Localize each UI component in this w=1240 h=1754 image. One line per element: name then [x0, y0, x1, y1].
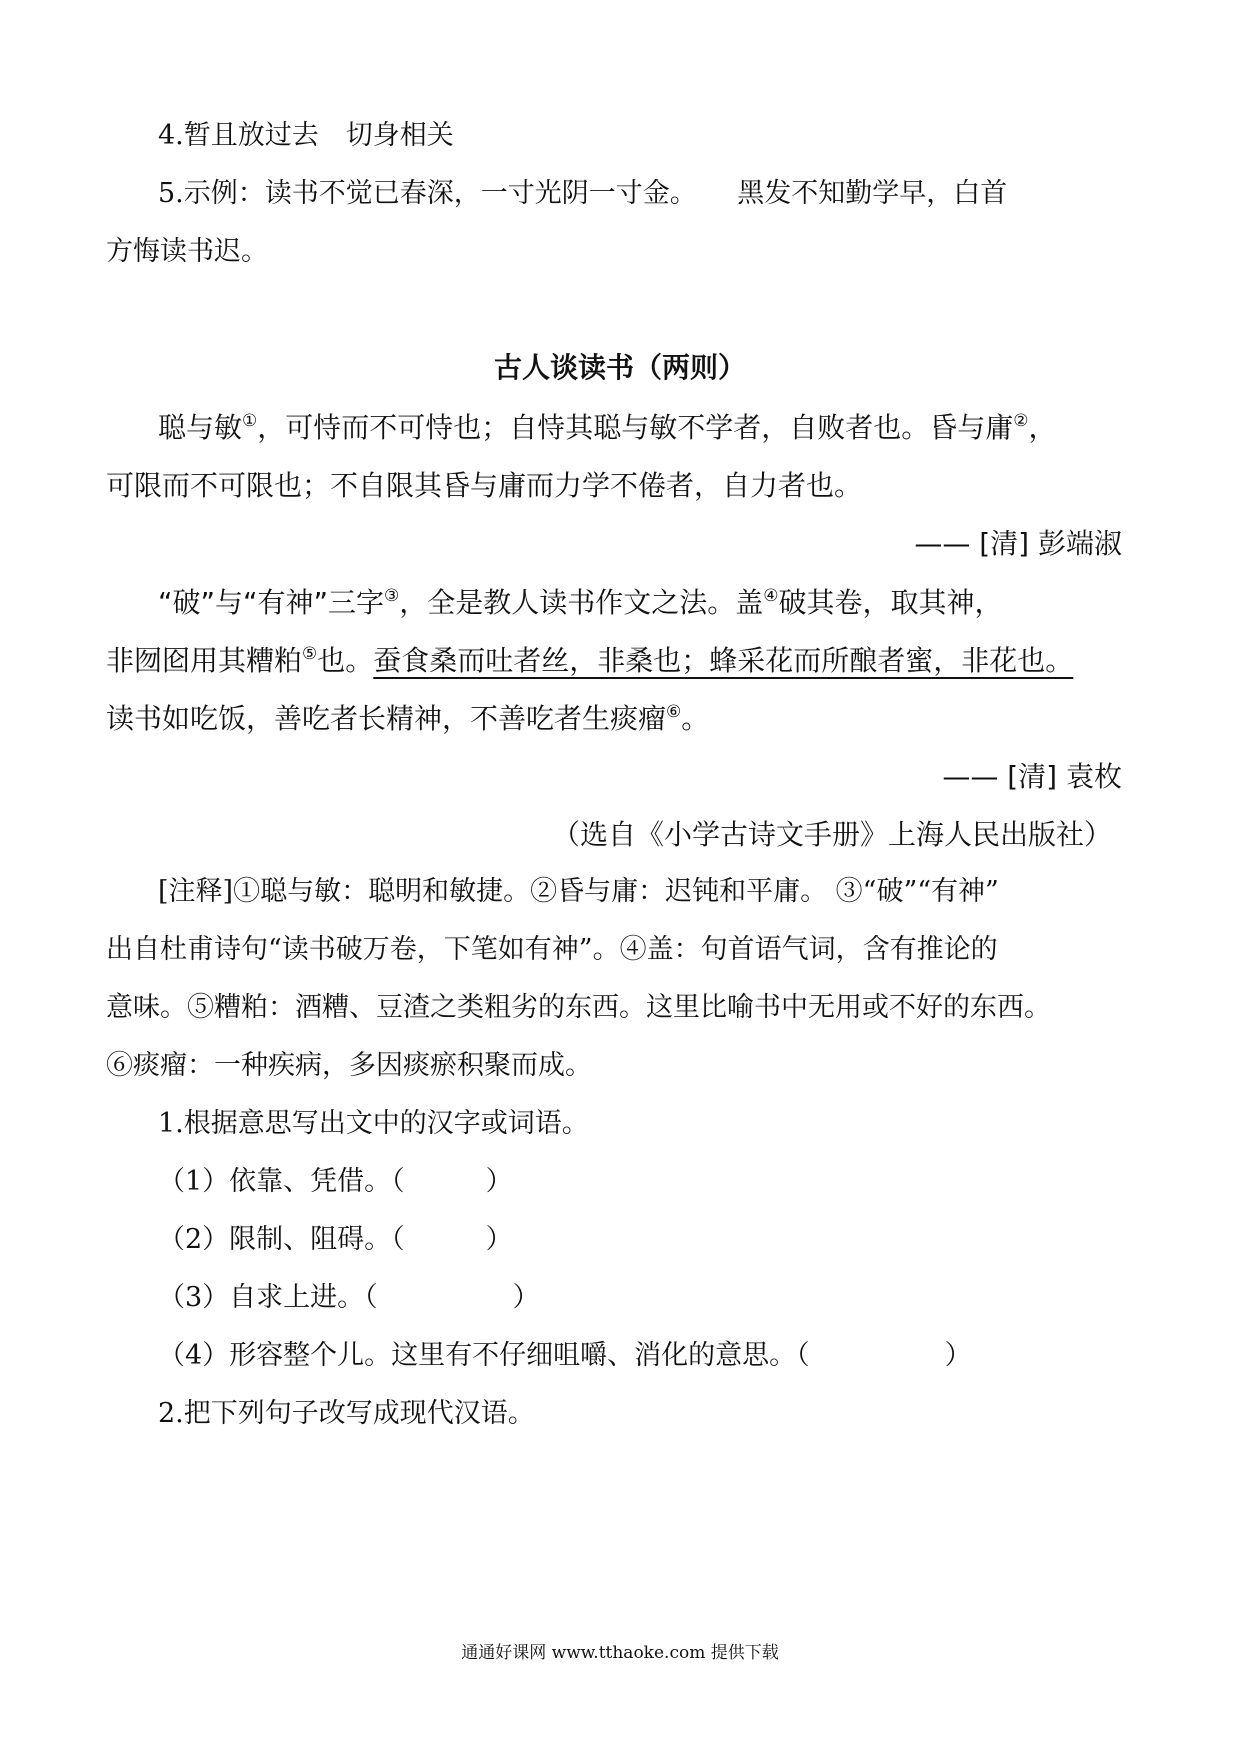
passage-1-author: —— [清] 彭端淑 [914, 527, 1122, 560]
answer-5-line-1: 5.示例：读书不觉已春深，一寸光阴一寸金。 黑发不知勤学早，白首 [158, 178, 1008, 209]
answer-5-line-2: 方悔读书迟。 [106, 236, 268, 267]
question-1-4: （4）形容整个儿。这里有不仔细咀嚼、消化的意思。（ ） [158, 1340, 972, 1371]
question-2: 2.把下列句子改写成现代汉语。 [158, 1398, 535, 1429]
source-citation: （选自《小学古诗文手册》上海人民出版社） [551, 818, 1112, 851]
underlined-sentence: 蚕食桑而吐者丝，非桑也；蜂采花而所酿者蜜，非花也。 [373, 644, 1074, 677]
notes-line-3: 意味。⑤糟粕：酒糟、豆渣之类粗劣的东西。这里比喻书中无用或不好的东西。 [106, 992, 1051, 1023]
passage-2-author: —— [清] 袁枚 [942, 760, 1122, 793]
note-marker-6: ⑥ [666, 702, 682, 722]
answer-4: 4.暂且放过去 切身相关 [158, 120, 454, 151]
footer-credit: 通通好课网 www.tthaoke.com 提供下载 [461, 1643, 779, 1663]
question-1-1: （1）依靠、凭借。（ ） [158, 1166, 513, 1197]
passage-title: 古人谈读书（两则） [493, 351, 746, 384]
notes-line-2: 出自杜甫诗句“读书破万卷，下笔如有神”。④盖：句首语气词，含有推论的 [106, 934, 998, 965]
question-1-3: （3）自求上进。（ ） [158, 1282, 540, 1313]
question-1-2: （2）限制、阻碍。（ ） [158, 1224, 513, 1255]
passage-2-line-2: 非囫囵用其糟粕⑤也。蚕食桑而吐者丝，非桑也；蜂采花而所酿者蜜，非花也。 [106, 644, 1074, 677]
note-marker-2: ② [1013, 411, 1029, 431]
passage-2-line-3: 读书如吃饭，善吃者长精神，不善吃者生痰瘤⑥。 [106, 702, 710, 735]
notes-line-4: ⑥痰瘤：一种疾病，多因痰瘀积聚而成。 [106, 1050, 592, 1081]
question-1: 1.根据意思写出文中的汉字或词语。 [158, 1108, 589, 1139]
passage-1-line-2: 可限而不可限也；不自限其昏与庸而力学不倦者，自力者也。 [106, 469, 863, 502]
note-marker-1: ① [242, 411, 258, 431]
notes-line-1: [注释]①聪与敏：聪明和敏捷。②昏与庸：迟钝和平庸。 ③“破”“有神” [158, 876, 999, 907]
passage-2-line-1: “破”与“有神”三字③，全是教人读书作文之法。盖④破其卷，取其神， [158, 586, 1003, 619]
note-marker-5: ⑤ [302, 644, 318, 664]
passage-1-line-1: 聪与敏①，可恃而不可恃也；自恃其聪与敏不学者，自败者也。昏与庸②， [158, 411, 1057, 444]
note-marker-3: ③ [384, 586, 400, 606]
note-marker-4: ④ [763, 586, 779, 606]
